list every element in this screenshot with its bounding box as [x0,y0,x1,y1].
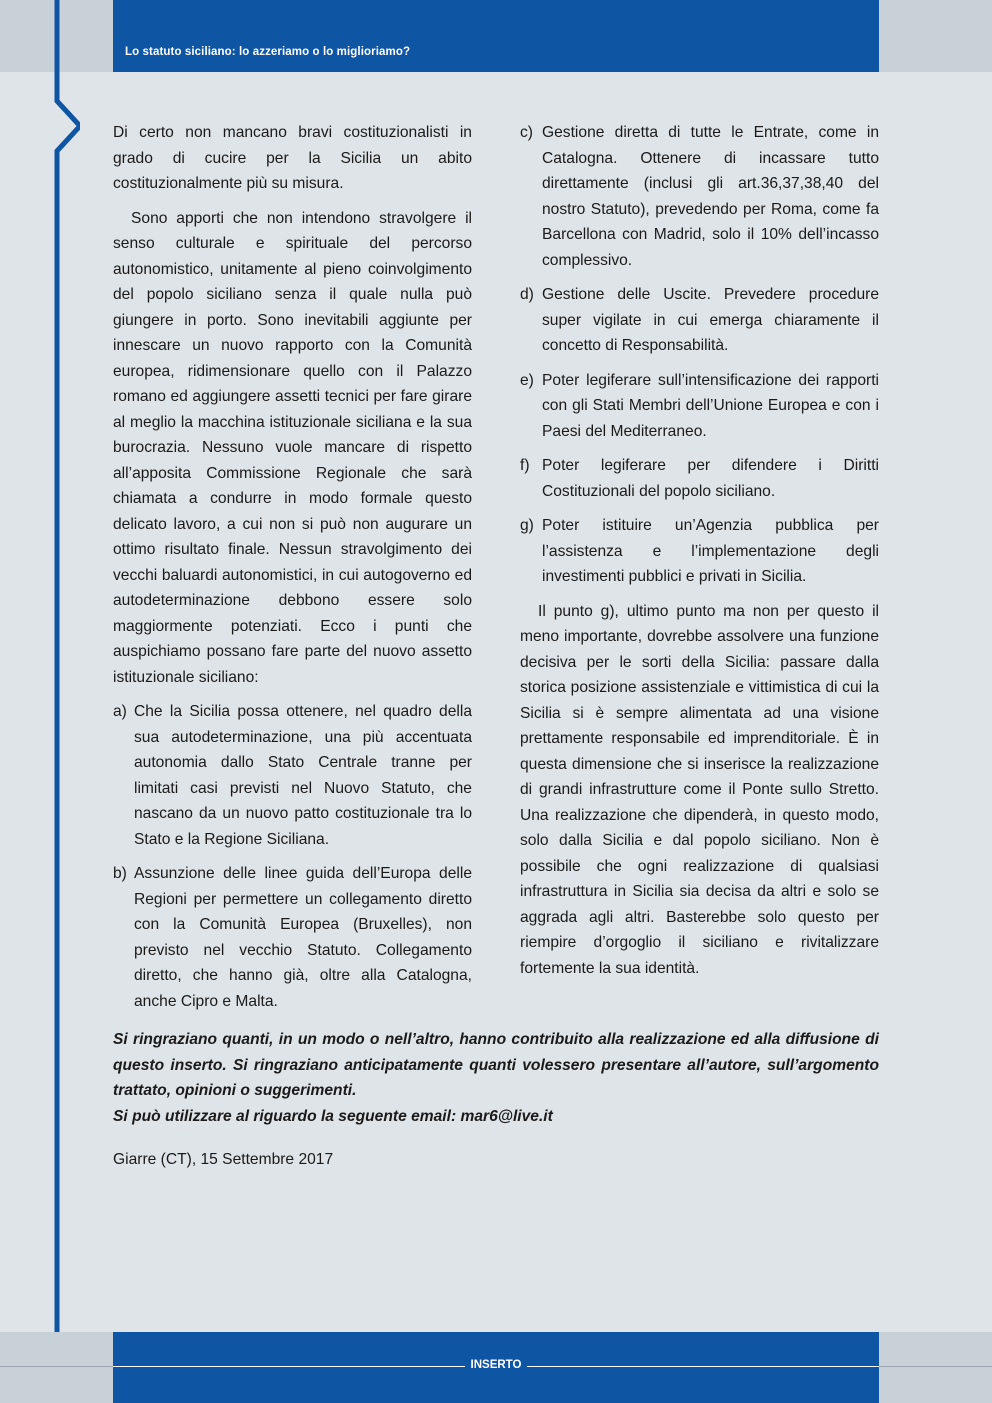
list-item [520,513,879,590]
running-title: Lo statuto siciliano: lo azzeriamo o lo miglioriamo? [125,46,411,58]
page-header [113,0,879,72]
list-item-text: Gestione diretta di tutte le Entrate, come in Catalogna. Ottenere di incassare tutto direttamente (inclusi gli art.36,37,38,40 del nostro Statuto), prevedendo per Roma, come fa Barcellona con Madrid, solo il 10% dell’incasso complessivo. [542,124,879,269]
list-item [520,282,879,359]
contact-email-line: Si può utilizzare al riguardo la seguente email: mar6@live.it [113,1107,553,1125]
list-marker: g) [520,517,534,534]
list-item-text: Gestione delle Uscite. Prevedere procedure super vigilate in cui emerga chiaramente il concetto di Responsabilità. [542,286,879,354]
list-marker: b) [113,865,127,882]
list-item-text: Assunzione delle linee guida dell’Europa delle Regioni per permettere un collegamento diretto con la Comunità Europea (Bruxelles), non previsto nel vecchio Statuto. Collegamento diretto, che hanno già, oltre alla Catalogna, anche Cipro e Malta. [134,865,472,1010]
list-item-text: Poter legiferare per difendere i Diritti Costituzionali del popolo siciliano. [542,457,879,500]
list-item [520,453,879,504]
paragraph: Di certo non mancano bravi costituzionalisti in grado di cucire per la Sicilia un abito costituzionalmente più su misura. [113,124,472,192]
list-marker: f) [520,457,530,474]
list-item [113,699,472,852]
list-item [113,861,472,1014]
right-column [520,120,879,990]
list-marker: d) [520,286,534,303]
list-item-text: Che la Sicilia possa ottenere, nel quadro della sua autodeterminazione, una più accentuata autonomia dallo Stato Centrale tranne per limitati casi previsti nel Nuovo Statuto, che nascano da un nuovo patto costituzionale tra lo Stato e la Regione Siciliana. [134,703,472,848]
list-marker: a) [113,703,127,720]
list-item [520,120,879,273]
footer-rule-right [879,1366,992,1367]
list-marker: e) [520,371,534,389]
left-column [113,120,472,1023]
left-rail-decoration [0,0,80,1403]
list-marker: c) [520,124,533,141]
paragraph: Sono apporti che non intendono stravolgere il senso culturale e spirituale del percorso autonomistico, unitamente al pieno coinvolgimento del popolo siciliano senza il quale nulla può giungere in porto. Sono inevitabili aggiunte per innescare un nuovo rapporto con la Comunità europea, ridimensionare quello con il Palazzo romano ed aggiungere assetti tecnici per fare girare al meglio la macchina istituzionale siciliana e la sua burocrazia. Nessuno vuole mancare di rispetto all’apposita Commissione Regionale che sarà chiamata a condurre in modo formale questo delicato lavoro, a cui non si può non augurare un ottimo risultato finale. Nessun stravolgimento dei vecchi baluardi autonomistici, in cui autogoverno ed autodeterminazione debbono essere solo maggiormente potenziati. Ecco i punti che auspichiamo possano fare parte del nuovo assetto istituzionale siciliano: [113,209,472,686]
footer-rule-left [0,1366,113,1367]
page-footer [113,1332,879,1403]
list-item-text: Poter legiferare sull’intensificazione dei rapporti con gli Stati Membri dell’Unione Europea e con i Paesi del Mediterraneo. [542,371,879,440]
list-item [520,368,879,445]
footer-label: INSERTO [465,1359,528,1371]
list-item-text: Poter istituire un’Agenzia pubblica per l’assistenza e l’implementazione degli investimenti pubblici e privati in Sicilia. [542,517,879,585]
acknowledgement-text: Si ringraziano quanti, in un modo o nell’altro, hanno contribuito alla realizzazione ed alla diffusione di questo inserto. Si ringraziano anticipatamente quanti volessero presentare all’autore, sull’argomento trattato, opinioni o suggerimenti. [113,1031,879,1099]
acknowledgement [113,1027,879,1129]
place-date: Giarre (CT), 15 Settembre 2017 [113,1151,334,1168]
closing-paragraph: Il punto g), ultimo punto ma non per questo il meno importante, dovrebbe assolvere una funzione decisiva per le sorti della Sicilia: passare dalla storica posizione assistenziale e vittimistica di cui la Sicilia si è sempre alimentata ad una visione prettamente responsabile ed imprenditoriale. È in questa dimensione che si inserisce la realizzazione di grandi infrastrutture come il Ponte sullo Stretto. Una realizzazione che dipenderà, in questo modo, solo dalla Sicilia e dal popolo siciliano. Non è possibile che ogni realizzazione di qualsiasi infrastruttura in Sicilia sia decisa da altri e solo se aggrada agli altri. Basterebbe solo questo per riempire d’orgoglio il siciliano e rivitalizzare fortemente la sua identità. [520,602,879,977]
